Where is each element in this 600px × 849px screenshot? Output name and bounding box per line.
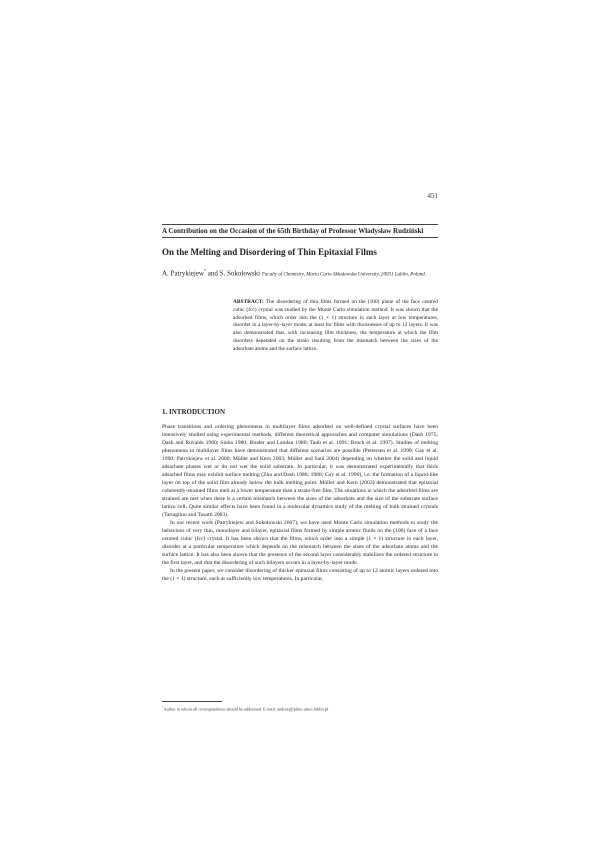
paragraph: Phase transitions and ordering phenomena in multilayer films adsorbed on well-defined crystal surfaces have been intensively studied using experimental methods, different theoretical approaches and computer simulations (Dash 1975; Dash and Ruvalds 1980; Sinha 1980; Binder and Landau 1980; Taub et al. 1991; Bruch et al. 1997). Studies of melting phenomena in multilayer films have demonstrated that different scenarios are possible (Pettersen et al. 1990; Gay et al. 1990; Patrykiejew et al. 2000; Müller and Kern 2003; Müller and Saúl 2004) depending on whether the solid and liquid adsorbate phases wet or do not wet the solid substrate. In particular, it was demonstrated experimentally that thick adsorbed films may exhibit surface melting (Zhu and Dash 1986; 1988; Gay et al. 1990), i.e. the formation of a liquid-like layer on top of the solid film already below the bulk melting point. Müller and Kern (2003) demonstrated that epitaxial coherently-strained films melt at a lower temperature than a strain-free film. The situations in which the adsorbed films are strained are met when there is a certain mismatch between the sizes of the adsorbate and the size of the substrate surface lattice cell. Quite similar effects have been found in a molecular dynamics study of the melting of bulk strained crystals (Tartaglino and Tosatti 2003). (162, 424, 438, 518)
dedication-rule-bottom (162, 237, 438, 238)
authors (162, 266, 438, 280)
paragraph: In the present paper, we consider disordering of thicker epitaxial films consisting of up to 12 atomic layers ordered into the (1 × 1) structure, each at sufficiently low temperatures. In particular, (162, 568, 438, 582)
page-number: 451 (427, 192, 438, 200)
footnote (162, 705, 438, 711)
affiliation: Faculty of Chemistry, Maria Curie-Skłodowska University, 20031 Lublin, Poland. (261, 272, 426, 278)
abstract (233, 299, 438, 354)
author-first: A. Patrykiejew (162, 269, 204, 278)
footnote-marker: * (162, 705, 164, 709)
section-heading: 1. INTRODUCTION (162, 408, 226, 416)
footnote-text: Author to whom all correspondence should be addressed. E-mail: andrzej@pluto.umcs.lublin.pl (163, 706, 329, 712)
dedication: A Contribution on the Occasion of the 65th Birthday of Professor Władysław Rudziński (162, 227, 424, 235)
footnote-rule (162, 701, 222, 702)
paper-title: On the Melting and Disordering of Thin Epitaxial Films (162, 247, 377, 257)
abstract-text: The disordering of thin films formed on the (100) plane of the face centred cubic (fcc) crystal was studied by the Monte Carlo simulation method. It was shown that the adsorbed films, which order into the (1 × 1) structure in each layer at low temperatures, disorder in a layer-by-layer mode, at least for films with thicknesses of up to 12 layers. It was also demonstrated that, with increasing film thickness, the temperature at which the film disorders depended on the strain resulting from the mismatch between the sizes of the adsorbate atoms and the surface lattice. (233, 299, 438, 352)
author-second: and S. Sokołowski (206, 269, 261, 278)
body-text (162, 423, 438, 583)
abstract-label: ABSTRACT: (233, 299, 264, 305)
dedication-rule-top (162, 224, 438, 225)
author-marker: * (204, 268, 206, 273)
paragraph: In our recent work (Patrykiejew and Sokołowski 2007), we have used Monte Carlo simulation methods to study the behaviour of very thin, monolayer and bilayer, epitaxial films formed by simple atomic fluids on the (100) face of a face centred cubic (fcc) crystal. It has been shown that the films, which order into a simple (1 × 1) structure in each layer, disorder at a particular temperature which depends on the mismatch between the sizes of the adsorbate atoms and the surface lattice. It has also been shown that the presence of the second layer considerably stabilizes the ordered structure in the first layer, and that the disordering of such bilayers occurs in a layer-by-layer mode. (162, 520, 438, 566)
